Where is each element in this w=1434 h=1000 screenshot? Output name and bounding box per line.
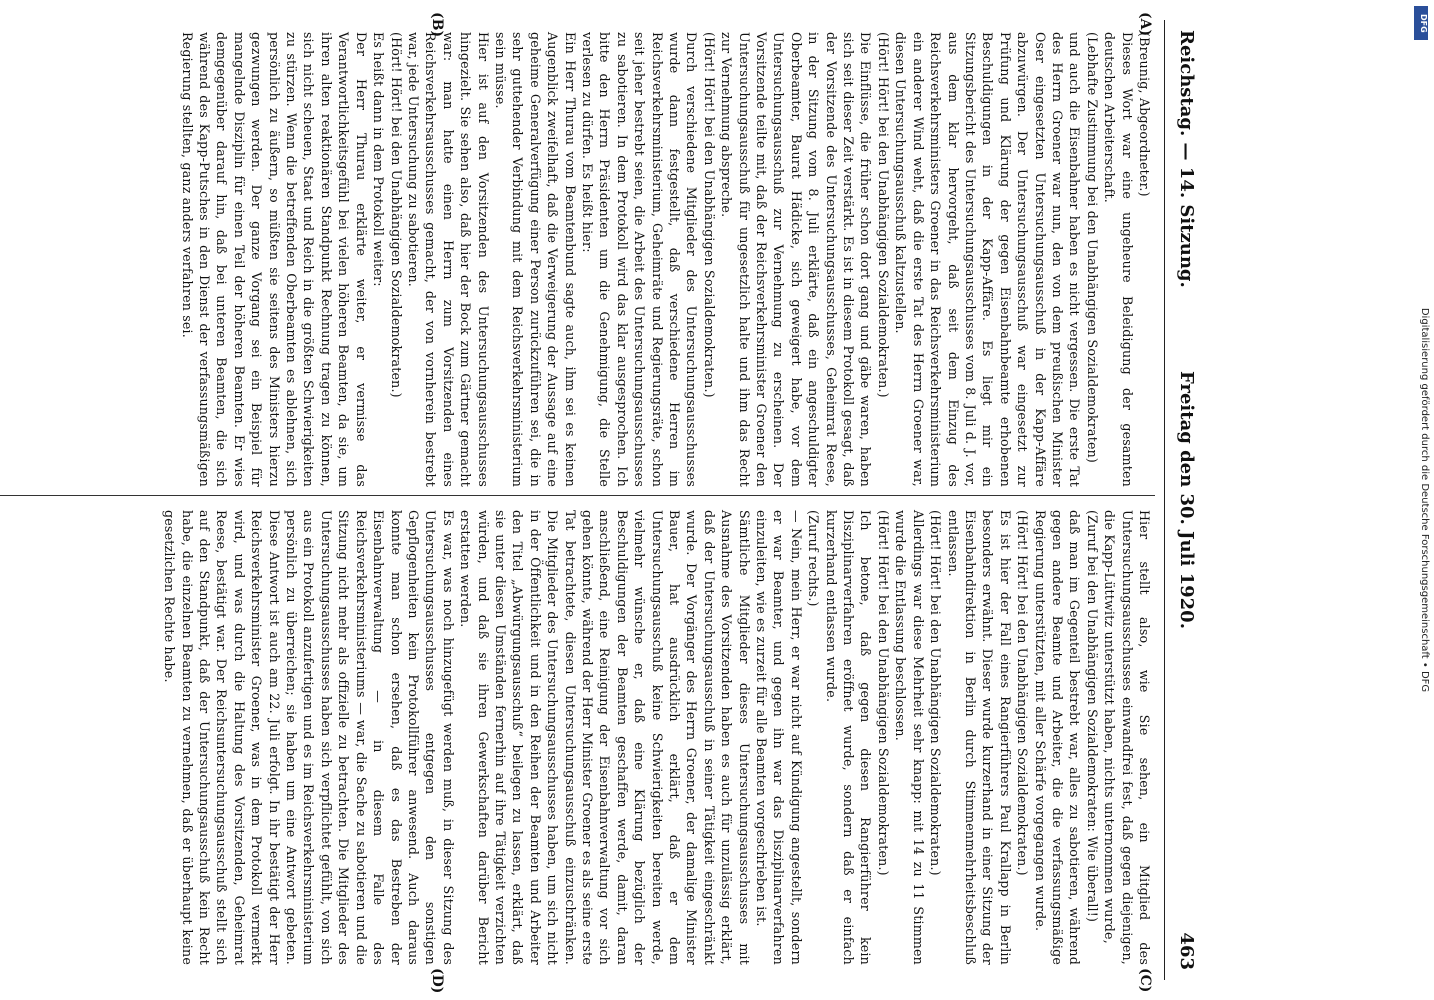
header-center: Freitag den 30. Juli 1920. — [1176, 371, 1197, 629]
header-left: Reichstag. — 14. Sitzung. — [1176, 30, 1197, 288]
rotated-sheet — [0, 10, 1205, 994]
page-header — [1167, 30, 1197, 970]
dfg-logo: DFG — [1414, 6, 1428, 40]
marker-a: (A) — [1137, 12, 1153, 37]
marker-d: (D) — [429, 968, 445, 994]
marker-b: (B) — [429, 12, 445, 38]
header-rule — [1164, 20, 1165, 980]
left-column-text: (Breunig, Abgeordneter.) Dieses Wort war eine ungeheure Beleidigung der gesamten deutschen Arbeiterschaft. (Lebhafte Zustimmung bei den Unabhängigen Sozialdemokraten) und auch die Eisenbahner haben es nicht vergessen. Die erste Tat des Herrn Groener war nun, den von dem preußischen Minister Oser eingesetzten Untersuchungsausschuß in der Kapp-Affäre abzuwürgen. Der Untersuchungsausschuß war eingesetzt zur Prüfung und Klärung der gegen Eisenbahnbeamte erhobenen Beschuldigungen in der Kapp-Affäre. Es liegt mir ein Sitzungsbericht des Untersuchungsausschusses vom 8. Juli d. J. vor, aus dem klar hervorgeht, daß seit dem Einzug des Reichsverkehrsministers Groener in das Reichsverkehrsministerium ein anderer Wind weht, daß die erste Tat des Herrn Groener war, diesen Untersuchungsausschuß kaltzustellen. (Hört! Hört! bei den Unabhängigen Sozialdemokraten.) Die Einflüsse, die früher schon dort gang und gäbe waren, haben sich seit dieser Zeit verstärkt. Es ist in diesem Protokoll gesagt, daß der Vorsitzende des Untersuchungsausschusses, Geheimrat Reese, in der Sitzung vom 8. Juli erklärte, daß ein angeschuldigter Oberbeamter, Baurat Hädicke, sich geweigert habe, vor dem Untersuchungsausschuß zur Vernehmung zu erscheinen. Der Vorsitzende teilte mit, daß der Reichsverkehrsminister Groener den Untersuchungsausschuß für ungesetzlich halte und ihm das Recht zur Vernehmung abspreche. (Hört! Hört! bei den Unabhängigen Sozialdemokraten.) Durch verschiedene Mitglieder des Untersuchungsausschusses wurde dann festgestellt, daß verschiedene Herren im Reichsverkehrsministerium, Geheimräte und Regierungsräte, schon seit jeher bestrebt seien, die Arbeit des Untersuchungsausschusses zu sabotieren. In dem Protokoll wird das klar ausgesprochen. Ich bitte den Herrn Präsidenten um die Genehmigung, die Stelle verlesen zu dürfen. Es heißt hier: Ein Herr Thurau vom Beamtenbund sagte auch, ihm sei es keinen Augenblick zweifelhaft, daß die Verweigerung der Aussage auf eine geheime Generalverfügung einer Person zurückzuführen sei, die in sehr guttehender Verbindung mit dem Reichsverkehrsministerium sein müsse. Hier ist auf den Vorsitzenden des Untersuchungsausschusses hingezielt. Sie sehen also, daß hier der Bock zum Gärtner gemacht war: man hatte einen Herrn zum Vorsitzenden eines Reichsverkehrsausschusses gemacht, der von vornherein bestrebt war, jede Untersuchung zu sabotieren. (Hört! Hört! bei den Unabhängigen Sozialdemokraten.) Es heißt dann in dem Protokoll weiter: Der Herr Thurau erklärte weiter, er vermisse das Verantwortlichkeitsgefühl bei vielen höheren Beamten, da sie, um ihren alten reaktionären Standpunkt Rechnung tragen zu können, sich nicht scheuen, Staat und Reich in die größten Schwierigkeiten zu stürzen. Wenn die betreffenden Oberbeamten es ablehnen, sich persönlich zu äußern, so müßten sie seitens des Ministers hierzu gezwungen werden. Der ganze Vorgang sei ein Beispiel für mangelnde Disziplin für einen Teil der höheren Beamten. Er wies demgegenüber darauf hin, daß bei unteren Beamten, die sich während des Kapp-Putsches in den Dienst der verfassungsmäßigen Regierung stellten, ganz anders verfahren sei. — [179, 32, 1152, 487]
page-number: 463 — [1176, 932, 1197, 970]
digitization-sidebar — [1410, 10, 1430, 990]
right-column-text: Hier stellt also, wie Sie sehen, ein Mitglied des Untersuchungsausschusses einwandfrei fest, daß gegen diejenigen, die Kapp-Lüttwitz unterstützt haben, nichts unternommen wurde, (Zuruf bei den Unabhängigen Sozialdemokraten: Wie überall!) daß man im Gegenteil bestrebt war, alles zu sabotieren, während gegen andere Beamte und Arbeiter, die die verfassungsmäßige Regierung unterstützten, mit aller Schärfe vorgegangen wurde. (Hört! Hört! bei den Unabhängigen Sozialdemokraten.) Es ist hier der Fall eines Rangierführers Paul Krallapp in Berlin besonders erwähnt. Dieser wurde kurzerhand in einer Sitzung der Eisenbahndirektion in Berlin durch Stimmenmehrheitsbeschluß entlassen. (Hört! Hört! bei den Unabhängigen Sozialdemokraten.) Allerdings war diese Mehrheit sehr knapp: mit 14 zu 11 Stimmen wurde die Entlassung beschlossen. (Hört! Hört! bei den Unabhängigen Sozialdemokraten.) Ich betone, daß gegen diesen Rangierführer kein Disziplinarverfahren eröffnet wurde, sondern daß er einfach kurzerhand entlassen wurde. (Zuruf rechts.) — Nein, mein Herr, er war nicht auf Kündigung angestellt, sondern er war Beamter, und gegen ihn war das Disziplinarverfahren einzuleiten, wie es zurzeit für alle Beamten vorgeschrieben ist. Sämtliche Mitglieder dieses Untersuchungsausschusses mit Ausnahme des Vorsitzenden haben es auch für unzulässig erklärt, daß der Untersuchungsausschuß in seiner Tätigkeit eingeschränkt wurde. Der Vorgänger des Herrn Groener, der damalige Minister Bauer, hat ausdrücklich erklärt, daß er dem Untersuchungsausschuß keine Schwierigkeiten bereiten werde, vielmehr wünsche er, daß eine Klärung bezüglich der Beschuldigungen der Beamten geschaffen werde, damit, daran anschließend, eine Reinigung der Eisenbahnverwaltung vor sich gehen könnte, während der Herr Minister Groener es als seine erste Tat betrachtete, diesen Untersuchungsausschuß einzuschränken. Die Mitglieder des Untersuchungsausschusses haben, um sich nicht in der Öffentlichkeit und in den Reihen der Beamten und Arbeiter den Titel „Abwürgungsausschuß“ beilegen zu lassen, erklärt, daß sie unter diesen Umständen fernerhin auf ihre Tätigkeit verzichten würden, und daß sie ihren Gewerkschaften darüber Bericht erstatten werden. Es war, was noch hinzugefügt werden muß, in dieser Sitzung des Untersuchungsausschusses entgegen den sonstigen Gepflogenheiten kein Protokollführer anwesend. Auch daraus konnte man schon ersehen, daß es das Bestreben der Eisenbahnverwaltung — in diesem Falle des Reichsverkehrsministeriums — war, die Sache zu sabotieren und die Sitzung nicht mehr als offizielle zu betrachten. Die Mitglieder des Untersuchungsausschusses haben sich verpflichtet gefühlt, von sich aus ein Protokoll anzufertigen und es im Reichsverkehrsministerium persönlich zu überreichen; sie haben um eine Antwort gebeten. Diese Antwort ist auch am 22. Juli erfolgt. In ihr bestätigt der Herr Reichsverkehrsminister Groener, was in dem Protokoll vermerkt wird, und was durch die Haltung des Vorsitzenden, Geheimrat Reese, bestätigt war. Der Reichsuntersuchungsausschuß stellt sich auf den Standpunkt, daß der Untersuchungsausschuß kein Recht habe, die einzelnen Beamten zu vernehmen, daß er überhaupt keine gesetzlichen Rechte habe. — [162, 510, 1152, 965]
marker-c: (C) — [1137, 968, 1153, 993]
digitization-credit: Digitalisierung gefördert durch die Deutsche Forschungsgemeinschaft • DFG — [1419, 307, 1430, 693]
column-divider — [0, 495, 1155, 496]
